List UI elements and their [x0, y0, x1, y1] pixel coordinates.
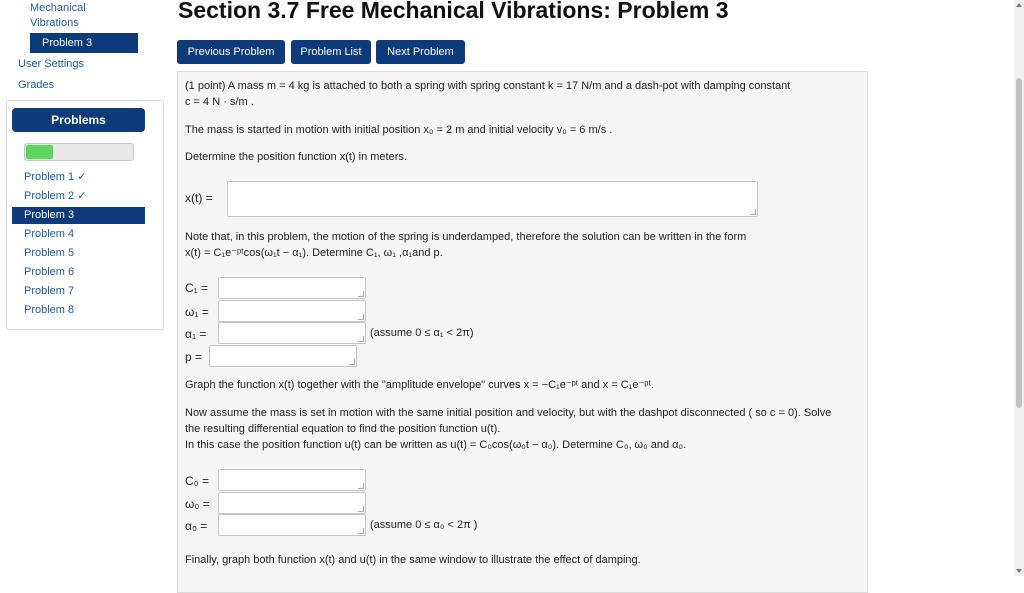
problem-intro: (1 point) A mass m = 4 kg is attached to both a spring with spring constant k = 17 N/m and a dash-pot with damping constant: [185, 80, 791, 92]
graph-instruction: Graph the function x(t) together with the "amplitude envelope" curves x = −C₁e⁻ᵖᵗ and x = C₁e⁻ᵖᵗ.: [185, 379, 654, 391]
problem-list-item-active[interactable]: Problem 3: [12, 207, 145, 224]
c1-input[interactable]: [218, 277, 366, 299]
w0-input[interactable]: [218, 492, 366, 514]
scroll-up-icon[interactable]: [1016, 3, 1022, 7]
p-input[interactable]: [209, 345, 357, 367]
set-link-line1[interactable]: Mechanical: [30, 2, 86, 14]
w0-label: ω₀ =: [185, 497, 210, 511]
problem-list-item[interactable]: Problem 6: [24, 266, 75, 278]
problem-list-item[interactable]: Problem 8: [24, 304, 75, 316]
problem-list-item[interactable]: Problem 1 ✓: [24, 171, 87, 183]
nav-current-problem[interactable]: Problem 3: [30, 33, 138, 53]
progress-bar: [24, 143, 134, 161]
vertical-scrollbar[interactable]: [1014, 0, 1024, 576]
previous-problem-button[interactable]: Previous Problem: [177, 40, 285, 64]
p-label: p =: [185, 350, 203, 364]
progress-fill: [26, 145, 53, 159]
problem-list-button[interactable]: Problem List: [291, 40, 371, 64]
note-line-1: Note that, in this problem, the motion of the spring is underdamped, therefore the solution can be written in the form: [185, 231, 747, 243]
note-line-2: x(t) = C₁e⁻ᵖᵗcos(ω₁t − α₁). Determine C₁, ω₁ ,α₁and p.: [185, 247, 443, 259]
problems-button[interactable]: Problems: [12, 108, 145, 132]
problem-list-item[interactable]: Problem 7: [24, 285, 75, 297]
c1-label: C₁ =: [185, 281, 209, 295]
scroll-down-icon[interactable]: [1016, 569, 1022, 573]
next-problem-button[interactable]: Next Problem: [376, 40, 465, 64]
scroll-thumb[interactable]: [1016, 78, 1022, 408]
set-link-line2[interactable]: Vibrations: [30, 17, 79, 29]
a0-label: α₀ =: [185, 519, 208, 533]
a1-label: α₁ =: [185, 327, 207, 341]
a1-assumption: (assume 0 ≤ α₁ < 2π): [370, 327, 474, 339]
xt-answer-input[interactable]: [227, 181, 758, 217]
c0-label: C₀ =: [185, 474, 209, 488]
w1-label: ω₁ =: [185, 305, 209, 319]
sidebar: [0, 0, 160, 576]
xt-label: x(t) =: [185, 191, 213, 205]
w1-input[interactable]: [218, 300, 366, 322]
problem-list-item[interactable]: Problem 5: [24, 247, 75, 259]
undamped-line-2: the resulting differential equation to find the position function u(t).: [185, 423, 501, 435]
c0-input[interactable]: [218, 469, 366, 491]
determine-text: Determine the position function x(t) in meters.: [185, 151, 407, 163]
final-instruction: Finally, graph both function x(t) and u(t) in the same window to illustrate the effect of damping.: [185, 554, 641, 566]
problem-list-item[interactable]: Problem 4: [24, 228, 75, 240]
undamped-line-1: Now assume the mass is set in motion with the same initial position and velocity, but with the dashpot disconnected ( so c = 0). Solve: [185, 407, 832, 419]
a0-input[interactable]: [218, 514, 366, 536]
problem-intro-2: c = 4 N · s/m .: [185, 96, 254, 108]
initial-conditions: The mass is started in motion with initial position x₀ = 2 m and initial velocity v₀ = 6 m/s .: [185, 124, 613, 136]
grades-link[interactable]: Grades: [18, 79, 55, 91]
a0-assumption: (assume 0 ≤ α₀ < 2π ): [370, 519, 478, 531]
a1-input[interactable]: [218, 322, 366, 344]
undamped-line-3: In this case the position function u(t) can be written as u(t) = C₀cos(ω₀t − α₀). Determine C₀, ω₀ and α₀.: [185, 439, 687, 451]
user-settings-link[interactable]: User Settings: [18, 58, 85, 70]
problem-list-item[interactable]: Problem 2 ✓: [24, 190, 87, 202]
page-title: Section 3.7 Free Mechanical Vibrations: Problem 3: [178, 0, 729, 23]
